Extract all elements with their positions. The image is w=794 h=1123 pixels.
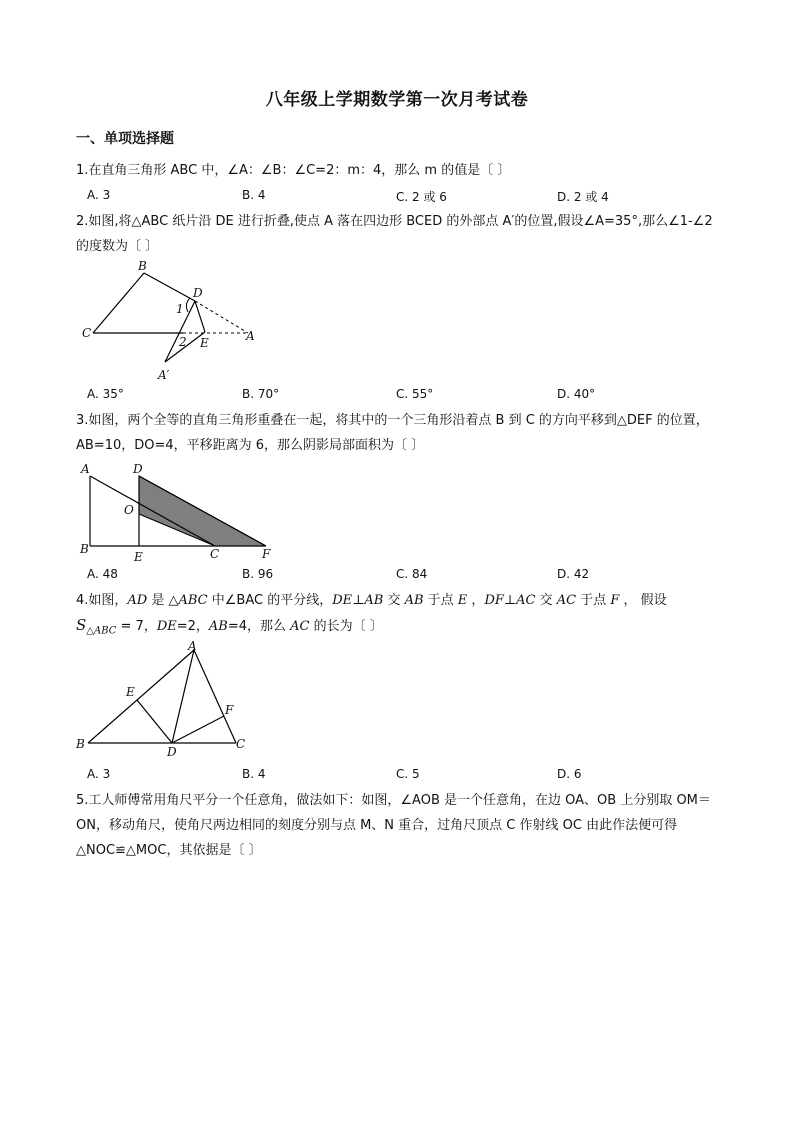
label-a: A	[246, 329, 255, 343]
question-1-options	[87, 188, 707, 206]
label-f: F	[262, 547, 271, 561]
question-1-text: 1.在直角三角形 ABC 中，∠A：∠B：∠C=2：m：4，那么 m 的值是〔 〕	[76, 163, 511, 178]
section-title: 一、单项选择题	[76, 131, 174, 147]
segment-de	[137, 700, 172, 743]
angle-bisector-figure	[74, 638, 254, 760]
edge-de	[195, 301, 205, 332]
label-a: A	[81, 462, 90, 476]
edge-bd	[144, 273, 195, 301]
label-f: F	[225, 703, 234, 717]
option-c[interactable]: C. 84	[396, 567, 428, 581]
option-a[interactable]: A. 3	[87, 767, 111, 781]
question-3-options	[87, 567, 707, 585]
dashed-da	[195, 301, 248, 333]
option-d[interactable]: D. 40°	[557, 387, 596, 401]
question-4-text: 4.如图，AD 是 △ABC 中∠BAC 的平分线，DE⊥AB 交 AB 于点 E ，DF⊥AC 交 AC 于点 F ， 假设 $S_{\triangle ABC} = 7$，DE=2，AB=4，那么 AC 的长为〔 〕	[76, 593, 667, 637]
label-d: D	[133, 462, 143, 476]
label-2: 2	[179, 335, 187, 349]
segment-ad	[172, 650, 194, 743]
label-a: A	[188, 639, 197, 653]
option-c[interactable]: C. 55°	[396, 387, 434, 401]
option-c[interactable]: C. 5	[396, 767, 420, 781]
option-a[interactable]: A. 3	[87, 188, 111, 202]
label-d: D	[193, 286, 203, 300]
label-d: D	[167, 745, 177, 759]
label-e: E	[126, 685, 135, 699]
question-3-text: 3.如图，两个全等的直角三角形重叠在一起，将其中的一个三角形沿着点 B 到 C 的方向平移到△DEF 的位置，AB=10，DO=4，平移距离为 6，那么阴影局部面积为〔 〕	[76, 413, 709, 453]
label-b: B	[138, 259, 147, 273]
question-4-options	[87, 767, 707, 785]
label-c: C	[236, 737, 246, 751]
fold-triangle-figure	[80, 258, 270, 383]
label-c: C	[82, 326, 92, 340]
edge-ab	[88, 650, 194, 743]
question-2-text: 2.如图,将△ABC 纸片沿 DE 进行折叠,使点 A 落在四边形 BCED 的外部点 A′的位置,假设∠A=35°,那么∠1-∠2 的度数为〔 〕	[76, 214, 713, 254]
option-b[interactable]: B. 4	[242, 767, 266, 781]
exam-title: 八年级上学期数学第一次月考试卷	[265, 90, 529, 110]
edge-cb	[93, 273, 144, 333]
label-1: 1	[176, 302, 184, 316]
option-c[interactable]: C. 2 或 6	[396, 190, 447, 204]
option-b[interactable]: B. 96	[242, 567, 274, 581]
segment-df	[172, 716, 224, 743]
option-b[interactable]: B. 70°	[242, 387, 280, 401]
edge-ac	[194, 650, 236, 743]
question-5-text: 5.工人师傅常用角尺平分一个任意角，做法如下：如图，∠AOB 是一个任意角，在边 OA、OB 上分别取 OM＝ON，移动角尺，使角尺两边相同的刻度分别与点 M、N 重合，过角尺顶点 C 作射线 OC 由此作法便可得△NOC≌△MOC，其依据是〔 〕	[76, 793, 711, 858]
option-d[interactable]: D. 6	[557, 767, 582, 781]
option-d[interactable]: D. 2 或 4	[557, 190, 609, 204]
option-a[interactable]: A. 35°	[87, 387, 124, 401]
label-c: C	[210, 547, 220, 561]
question-2-options	[87, 387, 707, 405]
option-d[interactable]: D. 42	[557, 567, 590, 581]
label-b: B	[76, 737, 85, 751]
angle-1-arc	[186, 298, 190, 312]
label-a-prime: A′	[158, 368, 170, 382]
label-e: E	[134, 550, 143, 564]
option-a[interactable]: A. 48	[87, 567, 118, 581]
translation-triangle-figure	[78, 458, 278, 564]
option-b[interactable]: B. 4	[242, 188, 266, 202]
label-b: B	[80, 542, 89, 556]
label-o: O	[124, 503, 134, 517]
label-e: E	[200, 336, 209, 350]
